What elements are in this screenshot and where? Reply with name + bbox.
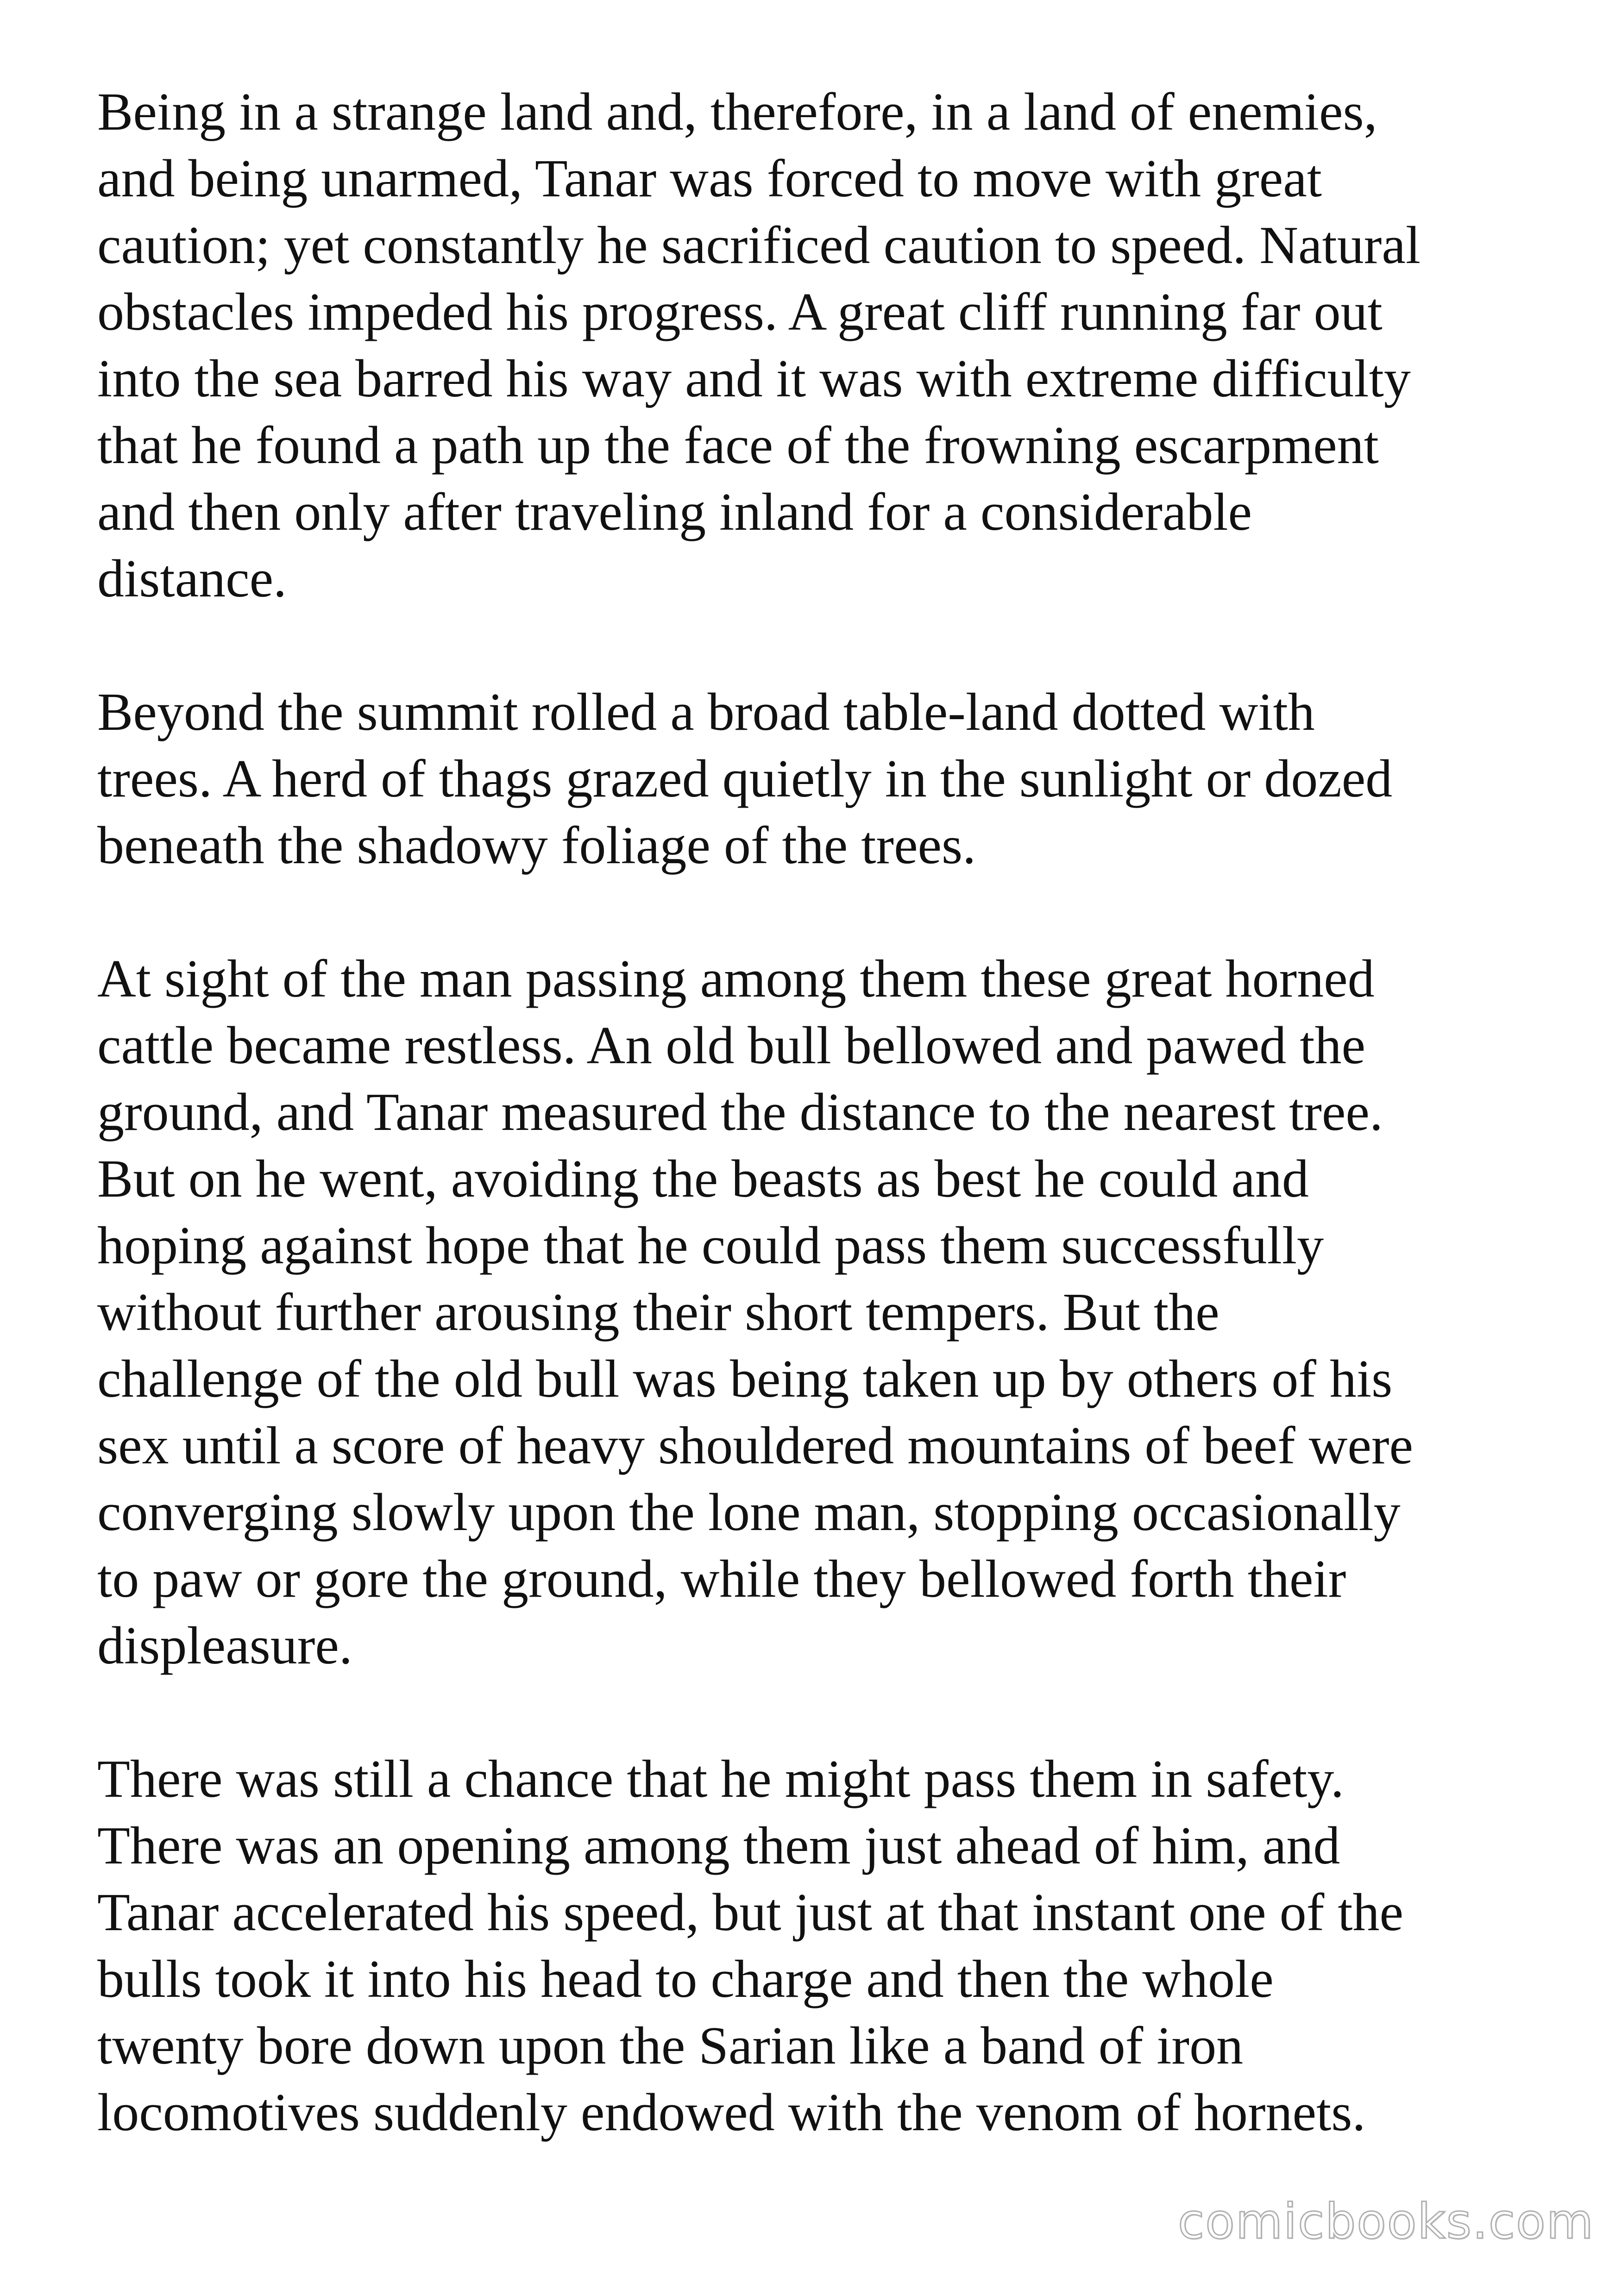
text-line: converging slowly upon the lone man, stopping occasionally [97, 1483, 1401, 1542]
text-line: But on he went, avoiding the beasts as best he could and [97, 1149, 1309, 1209]
paragraph-4 [97, 1746, 1570, 2146]
text-line: into the sea barred his way and it was with extreme difficulty [97, 349, 1411, 408]
text-line: Being in a strange land and, therefore, in a land of enemies, [97, 82, 1377, 142]
text-line: trees. A herd of thags grazed quietly in the sunlight or dozed [97, 749, 1393, 809]
watermark-logo: comicbooks.com [1177, 2193, 1594, 2250]
text-line: and being unarmed, Tanar was forced to move with great [97, 149, 1322, 208]
paragraph-2 [97, 679, 1570, 879]
text-line: sex until a score of heavy shouldered mountains of beef were [97, 1416, 1414, 1475]
text-line: beneath the shadowy foliage of the trees. [97, 816, 976, 875]
text-line: hoping against hope that he could pass them successfully [97, 1216, 1324, 1275]
text-line: to paw or gore the ground, while they bellowed forth their [97, 1549, 1346, 1609]
text-line: There was still a chance that he might pass them in safety. [97, 1750, 1344, 1809]
text-line: displeasure. [97, 1616, 352, 1675]
paragraph-3 [97, 946, 1570, 1679]
text-line: bulls took it into his head to charge and then the whole [97, 1950, 1274, 2009]
text-line: caution; yet constantly he sacrificed caution to speed. Natural [97, 216, 1421, 275]
text-line: Beyond the summit rolled a broad table-land dotted with [97, 683, 1315, 742]
text-line: Tanar accelerated his speed, but just at that instant one of the [97, 1883, 1403, 1942]
text-line: obstacles impeded his progress. A great cliff running far out [97, 282, 1383, 342]
paragraph-1 [97, 79, 1570, 612]
text-line: and then only after traveling inland for a considerable [97, 483, 1252, 542]
text-line: cattle became restless. An old bull bellowed and pawed the [97, 1016, 1366, 1075]
text-line: that he found a path up the face of the frowning escarpment [97, 416, 1379, 475]
text-line: distance. [97, 549, 287, 609]
text-line: At sight of the man passing among them these great horned [97, 949, 1375, 1009]
text-line: challenge of the old bull was being taken up by others of his [97, 1349, 1393, 1409]
text-line: without further arousing their short tempers. But the [97, 1283, 1220, 1342]
text-line: There was an opening among them just ahead of him, and [97, 1816, 1340, 1876]
text-line: locomotives suddenly endowed with the venom of hornets. [97, 2083, 1366, 2142]
text-line: twenty bore down upon the Sarian like a band of iron [97, 2016, 1244, 2076]
text-line: ground, and Tanar measured the distance to the nearest tree. [97, 1083, 1383, 1142]
body-text [97, 79, 1570, 2213]
